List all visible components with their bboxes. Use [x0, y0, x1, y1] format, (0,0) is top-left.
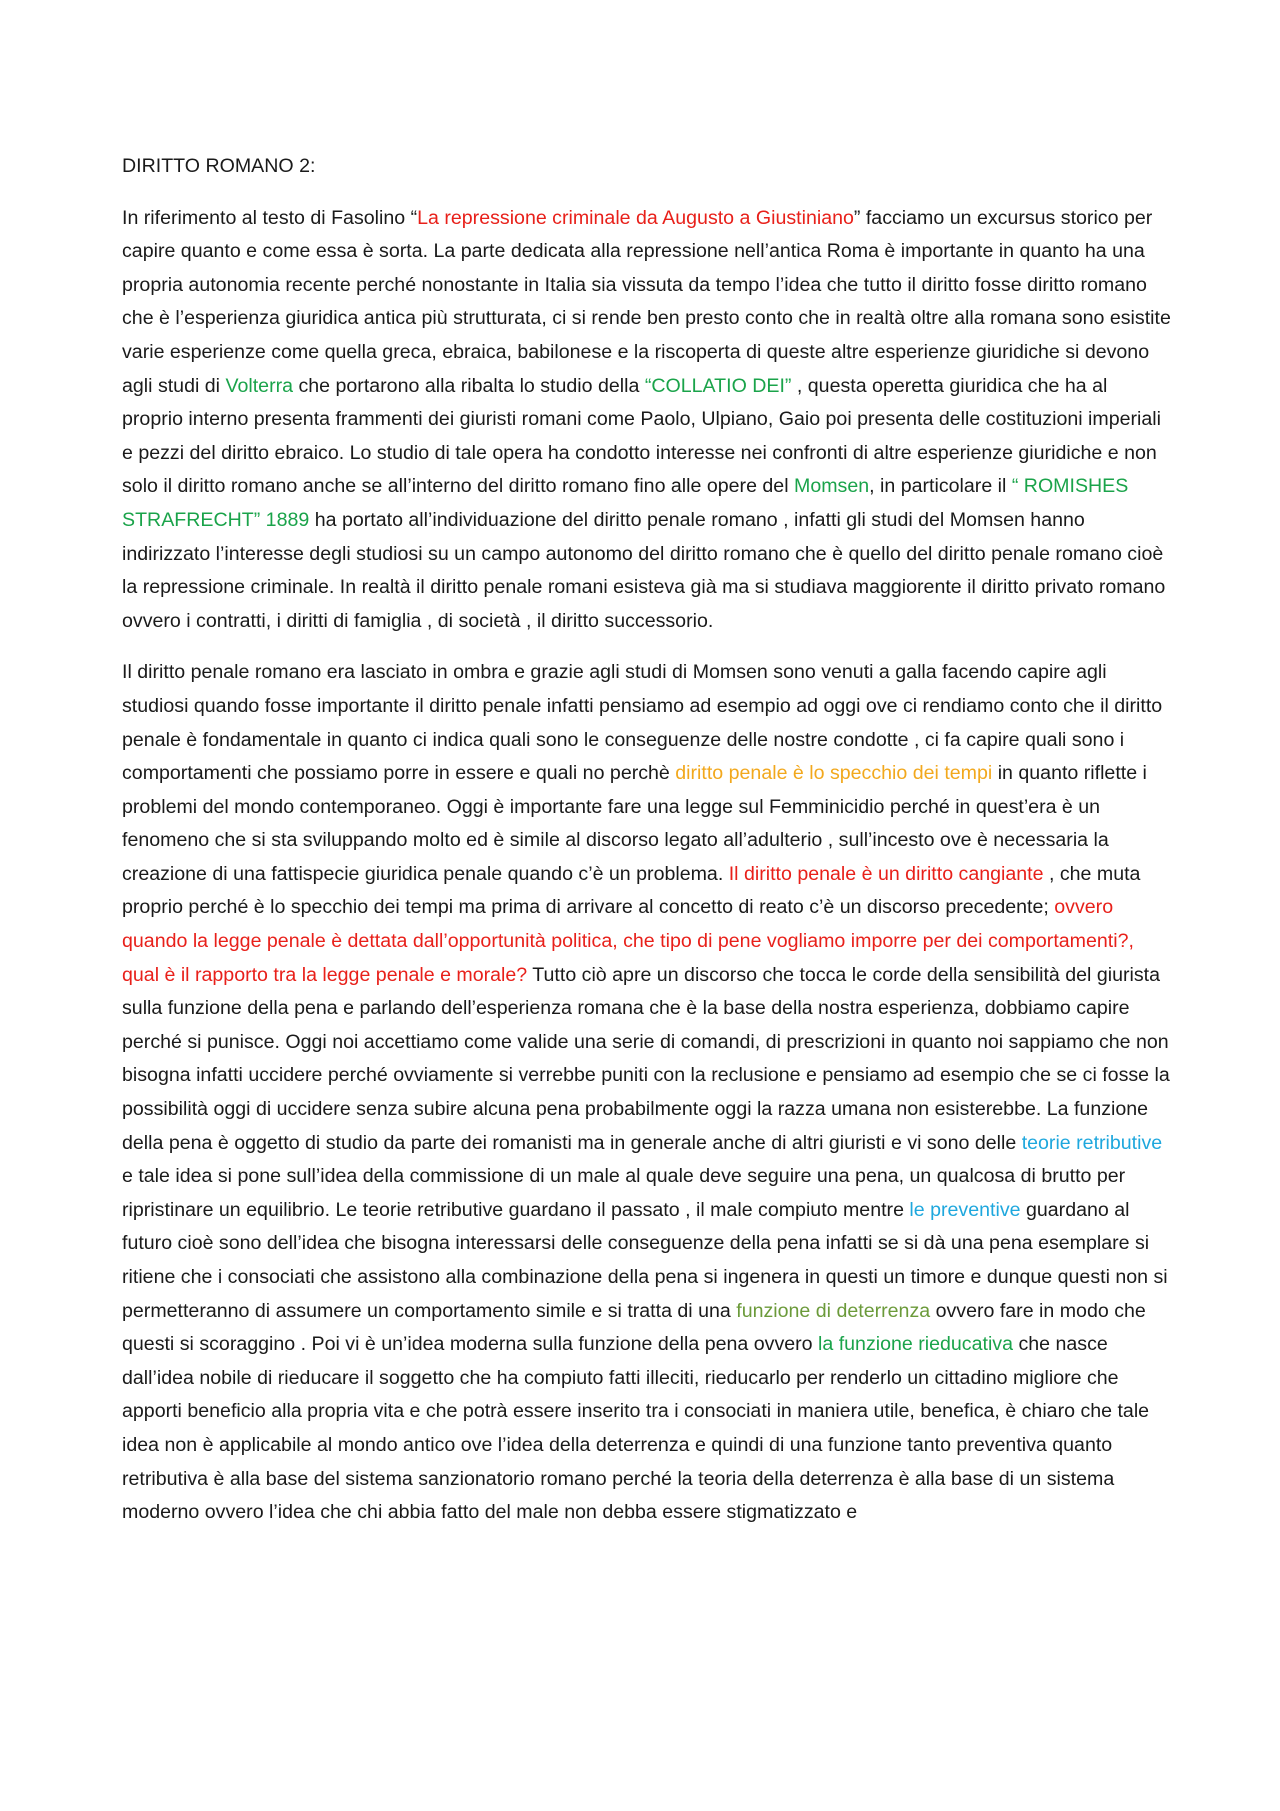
text-segment: , in particolare il — [869, 475, 1012, 498]
text-segment: che portarono alla ribalta lo studio della — [293, 374, 645, 397]
text-segment: Il diritto penale romano era lasciato in ombra e grazie agli studi di Momsen sono venuti a galla facendo capire agli studiosi quando fosse importante il diritto penale infatti pensiamo ad esempio ad oggi ove ci rendiamo conto che il diritto penale è fondamentale in quanto ci indica quali sono le conseguenze delle nostre condotte , ci fa capire quali sono i comportamenti che possiamo porre in essere e quali no perchè — [122, 661, 1163, 785]
theory-highlight: teorie retributive — [1021, 1131, 1163, 1154]
function-highlight: funzione di deterrenza — [736, 1299, 931, 1322]
text-segment: in quanto riflette i problemi del mondo contemporaneo. Oggi è importante fare una legge sul Femminicidio perché in quest’era è un fenomeno che si sta sviluppando molto ed è simile al discorso legato all’adulterio , sull’incesto ove è necessaria la creazione di una fattispecie giuridica penale quando c’è un problema. — [122, 762, 1147, 885]
work-title-highlight: “COLLATIO DEI” — [644, 374, 792, 397]
text-segment: che nasce dall’idea nobile di rieducare il soggetto che ha compiuto fatti illeciti, rieducarlo per renderlo un cittadino migliore che apporti beneficio alla propria vita e che potrà essere inserito tra i consociati in maniera utile, benefica, è chiaro che tale idea non è applicabile al mondo antico ove l’idea della deterrenza e quindi di una funzione tanto preventiva quanto retributiva è alla base del sistema sanzionatorio romano perché la teoria della deterrenza è alla base di un sistema moderno ovvero l’idea che chi abbia fatto del male non debba essere stigmatizzato e — [122, 1333, 1150, 1524]
function-highlight: la funzione rieducativa — [818, 1333, 1013, 1356]
author-highlight: Momsen — [794, 475, 870, 498]
text-segment: guardano al futuro cioè sono dell’idea che bisogna interessarsi delle conseguenze della pena infatti se si dà una pena esemplare si ritiene che i consociati che assistono alla combinazione della pena si ingenera in questi un timore e dunque questi non si permetteranno di assumere un comportamento simile e si tratta di una — [122, 1198, 1168, 1322]
text-segment: , che muta proprio perché è lo specchio dei tempi ma prima di arrivare al concetto di reato c’è un discorso precedente; — [122, 862, 1141, 919]
question-highlight: ovvero quando la legge penale è dettata dall’opportunità politica, che tipo di pene vogliamo imporre per dei comportamenti?, qual è il rapporto tra la legge penale e morale? — [122, 896, 1134, 986]
text-segment: In riferimento al testo di Fasolino “ — [122, 206, 418, 229]
page-title: DIRITTO ROMANO 2: — [122, 155, 316, 177]
author-highlight: Volterra — [225, 374, 294, 397]
text-segment: ovvero fare in modo che questi si scoraggino . Poi vi è un’idea moderna sulla funzione della pena ovvero — [122, 1299, 1146, 1356]
text-segment: ha portato all’individuazione del diritto penale romano , infatti gli studi del Momsen hanno indirizzato l’interesse degli studiosi su un campo autonomo del diritto romano che è quello del diritto penale romano cioè la repressione criminale. In realtà il diritto penale romani esisteva già ma si studiava maggiorente il diritto privato romano ovvero i contratti, i diritti di famiglia , di società , il diritto successorio. — [122, 508, 1166, 632]
text-segment: e tale idea si pone sull’idea della commissione di un male al quale deve seguire una pena, un qualcosa di brutto per ripristinare un equilibrio. Le teorie retributive guardano il passato , il male compiuto mentre — [122, 1165, 1126, 1221]
document-page — [122, 150, 1172, 1548]
book-title-highlight: La repressione criminale da Augusto a Giustiniano — [417, 206, 854, 229]
paragraph — [122, 202, 1172, 639]
concept-highlight: diritto penale è lo specchio dei tempi — [675, 762, 993, 785]
text-segment: ” facciamo un excursus storico per capire quanto e come essa è sorta. La parte dedicata alla repressione nell’antica Roma è importante in quanto ha una propria autonomia recente perché nonostante in Italia sia vissuta da tempo l’idea che tutto il diritto fosse diritto romano che è l’esperienza giuridica antica più strutturata, ci si rende ben presto conto che in realtà oltre alla romana sono esistite varie esperienze come quella greca, ebraica, babilonese e la riscoperta di queste altre esperienze giuridiche si devono agli studi di — [122, 206, 1171, 397]
concept-highlight: Il diritto penale è un diritto cangiante — [728, 862, 1044, 885]
work-title-highlight: “ ROMISHES STRAFRECHT” 1889 — [122, 475, 1129, 531]
paragraph — [122, 656, 1172, 1529]
text-segment: Tutto ciò apre un discorso che tocca le corde della sensibilità del giurista sulla funzione della pena e parlando dell’esperienza romana che è la base della nostra esperienza, dobbiamo capire perché si punisce. Oggi noi accettiamo come valide una serie di comandi, di prescrizioni in quanto noi sappiamo che non bisogna infatti uccidere perché ovviamente si verrebbe puniti con la reclusione e pensiamo ad esempio che se ci fosse la possibilità oggi di uccidere senza subire alcuna pena probabilmente oggi la razza umana non esisterebbe. La funzione della pena è oggetto di studio da parte dei romanisti ma in generale anche di altri giuristi e vi sono delle — [122, 963, 1170, 1154]
theory-highlight: le preventive — [909, 1198, 1021, 1221]
text-segment: , questa operetta giuridica che ha al proprio interno presenta frammenti dei giuristi romani come Paolo, Ulpiano, Gaio poi presenta delle costituzioni imperiali e pezzi del diritto ebraico. Lo studio di tale opera ha condotto interesse nei confronti di altre esperienze giuridiche e non solo il diritto romano anche se all’interno del diritto romano fino alle opere del — [122, 374, 1161, 498]
